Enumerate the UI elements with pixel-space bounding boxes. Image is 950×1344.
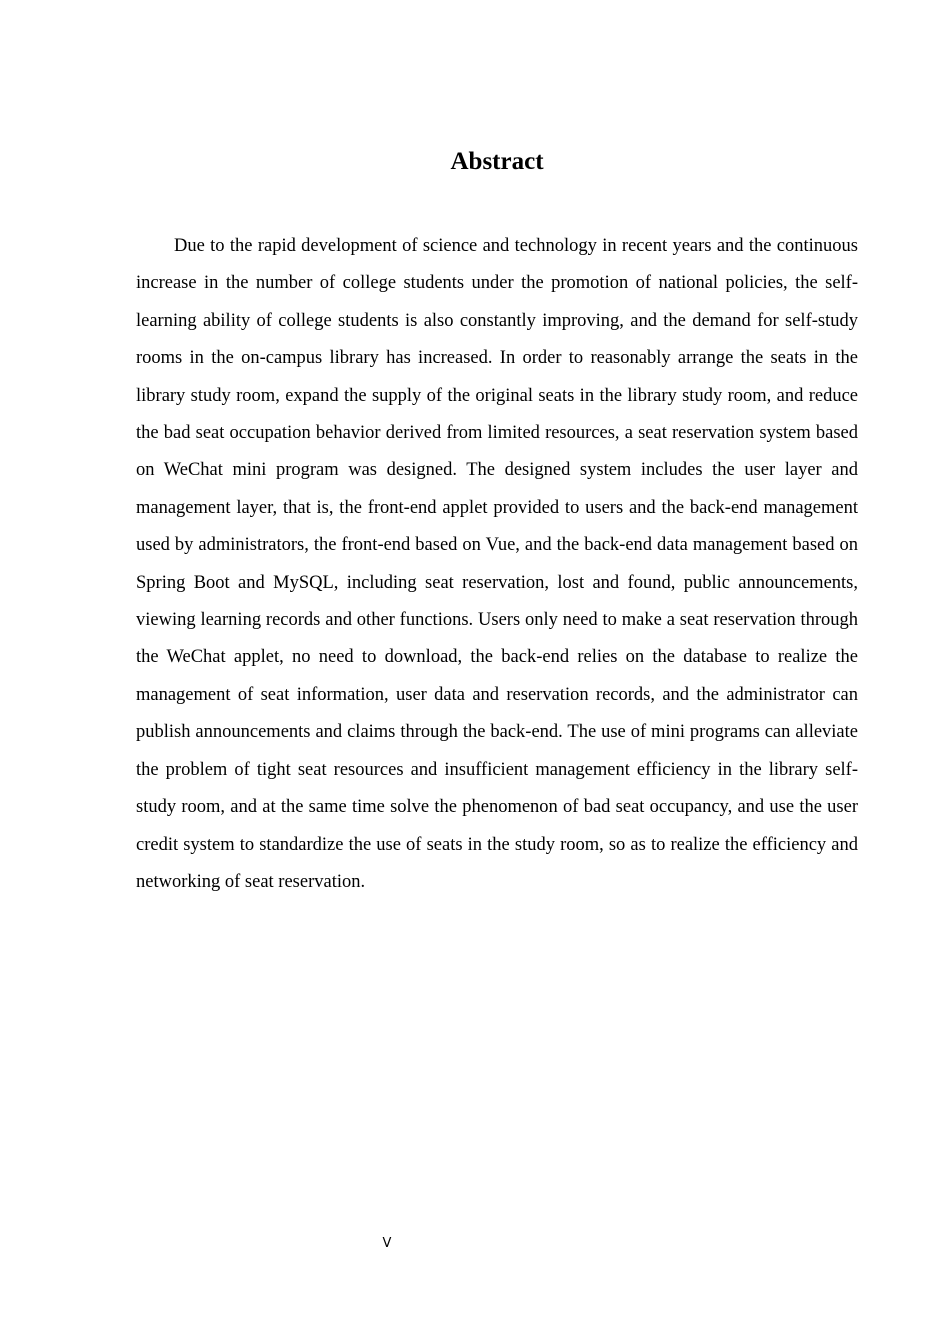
abstract-body: Due to the rapid development of science and technology in recent years and the continuous increase in the number of college students under the promotion of national policies, the self-learning ability of college students is also constantly improving, and the demand for self-study rooms in the on-campus library has increased. In order to reasonably arrange the seats in the library study room, expand the supply of the original seats in the library study room, and reduce the bad seat occupation behavior derived from limited resources, a seat reservation system based on WeChat mini program was designed. The designed system includes the user layer and management layer, that is, the front-end applet provided to users and the back-end management used by administrators, the front-end based on Vue, and the back-end data management based on Spring Boot and MySQL, including seat reservation, lost and found, public announcements, viewing learning records and other functions. Users only need to make a seat reservation through the WeChat applet, no need to download, the back-end relies on the database to realize the management of seat information, user data and reservation records, and the administrator can publish announcements and claims through the back-end. The use of mini programs can alleviate the problem of tight seat resources and insufficient management efficiency in the library self-study room, and at the same time solve the phenomenon of bad seat occupancy, and use the user credit system to standardize the use of seats in the study room, so as to realize the efficiency and networking of seat reservation. — [136, 236, 858, 892]
page-number: V — [382, 1236, 392, 1251]
abstract-title: Abstract — [450, 148, 544, 175]
